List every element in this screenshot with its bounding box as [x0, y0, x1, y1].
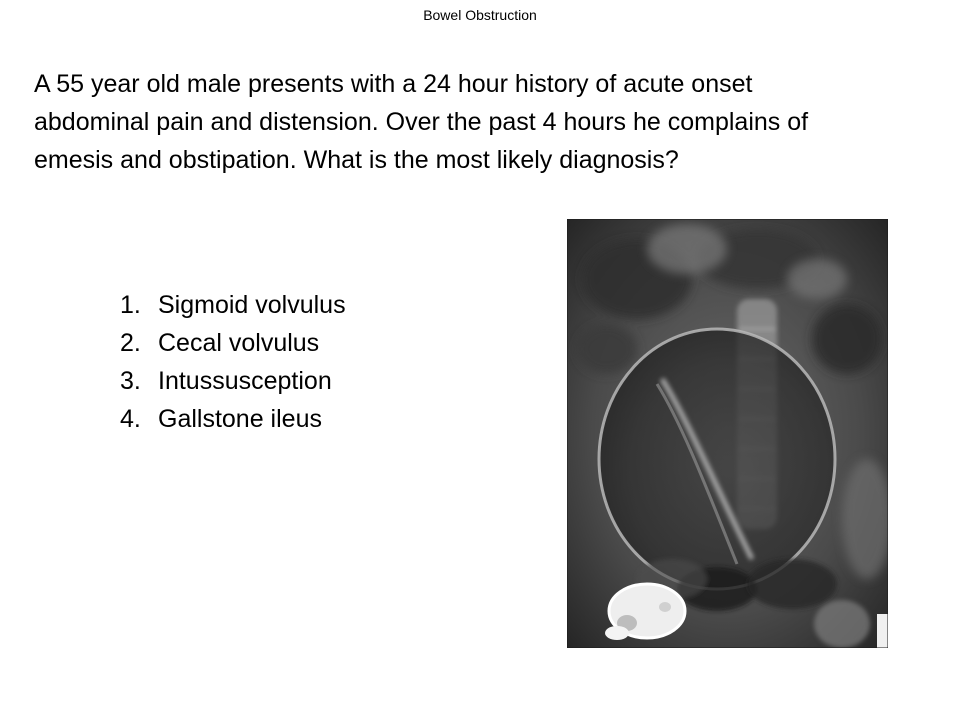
- option-label: Intussusception: [158, 367, 332, 395]
- option-label: Gallstone ileus: [158, 405, 322, 433]
- option-number: 1.: [120, 291, 141, 319]
- answer-option[interactable]: [120, 286, 346, 324]
- abdominal-xray-image: [567, 219, 888, 648]
- answer-option[interactable]: [120, 324, 346, 362]
- option-label: Cecal volvulus: [158, 329, 320, 357]
- option-number: 4.: [120, 405, 141, 433]
- answer-option[interactable]: [120, 400, 346, 438]
- option-number: 2.: [120, 329, 141, 357]
- slide-header: Bowel Obstruction: [423, 7, 537, 23]
- option-number: 3.: [120, 367, 141, 395]
- answer-options: [120, 286, 346, 438]
- answer-option[interactable]: [120, 362, 346, 400]
- option-label: Sigmoid volvulus: [158, 291, 346, 319]
- question-text: A 55 year old male presents with a 24 hour history of acute onset abdominal pain and distension. Over the past 4 hours he complains of emesis and obstipation. What is the most likely diagnosis?: [34, 70, 809, 174]
